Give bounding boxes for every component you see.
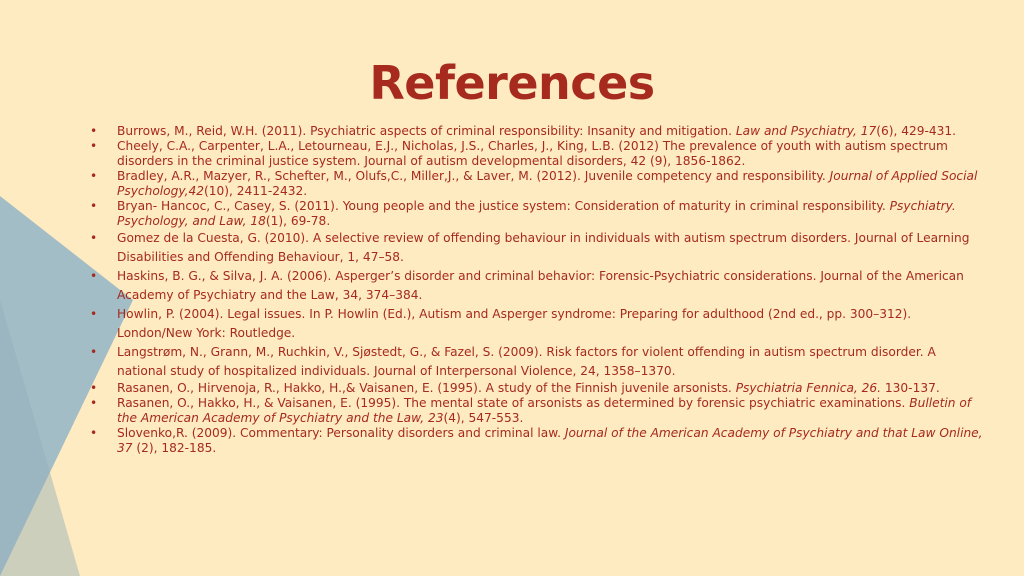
reference-item: • Rasanen, O., Hirvenoja, R., Hakko, H.,& Vaisanen, E. (1995). A study of the Finnish juvenile arsonists. Psychiatria Fennica, 26. 130-137.	[117, 381, 987, 396]
reference-item: • Haskins, B. G., & Silva, J. A. (2006). Asperger’s disorder and criminal behavior: Forensic-Psychiatric considerations. Journal of the American Academy of Psychiatry and the Law, 34, 374–384.	[117, 267, 987, 305]
reference-item: • Howlin, P. (2004). Legal issues. In P. Howlin (Ed.), Autism and Asperger syndrome: Preparing for adulthood (2nd ed., pp. 300–312). London/New York: Routledge.	[117, 305, 987, 343]
reference-item: • Slovenko,R. (2009). Commentary: Personality disorders and criminal law. Journal of the American Academy of Psychiatry and that Law Online, 37 (2), 182-185.	[117, 426, 987, 456]
reference-item: • Bryan- Hancoc, C., Casey, S. (2011). Young people and the justice system: Consideration of maturity in criminal responsibility. Psychiatry. Psychology, and Law, 18(1), 69-78.	[117, 199, 987, 229]
reference-item: • Burrows, M., Reid, W.H. (2011). Psychiatric aspects of criminal responsibility: Insanity and mitigation. Law and Psychiatry, 17(6), 429-431.	[117, 124, 987, 139]
slide-title: References	[369, 56, 655, 110]
reference-item: • Cheely, C.A., Carpenter, L.A., Letourneau, E.J., Nicholas, J.S., Charles, J., King, L.B. (2012) The prevalence of youth with autism spectrum disorders in the criminal justice system. Journal of autism developmental disorders, 42 (9), 1856-1862.	[117, 139, 987, 169]
reference-item: • Rasanen, O., Hakko, H., & Vaisanen, E. (1995). The mental state of arsonists as determined by forensic psychiatric examinations. Bulletin of the American Academy of Psychiatry and the Law, 23(4), 547-553.	[117, 396, 987, 426]
reference-item: • Langstrøm, N., Grann, M., Ruchkin, V., Sjøstedt, G., & Fazel, S. (2009). Risk factors for violent offending in autism spectrum disorder. A national study of hospitalized individuals. Journal of Interpersonal Violence, 24, 1358–1370.	[117, 343, 987, 381]
reference-item: • Bradley, A.R., Mazyer, R., Schefter, M., Olufs,C., Miller,J., & Laver, M. (2012). Juvenile competency and responsibility. Journal of Applied Social Psychology,42(10), 2411-2432.	[117, 169, 987, 199]
references-list	[117, 124, 987, 456]
reference-item: • Gomez de la Cuesta, G. (2010). A selective review of offending behaviour in individuals with autism spectrum disorders. Journal of Learning Disabilities and Offending Behaviour, 1, 47–58.	[117, 229, 987, 267]
